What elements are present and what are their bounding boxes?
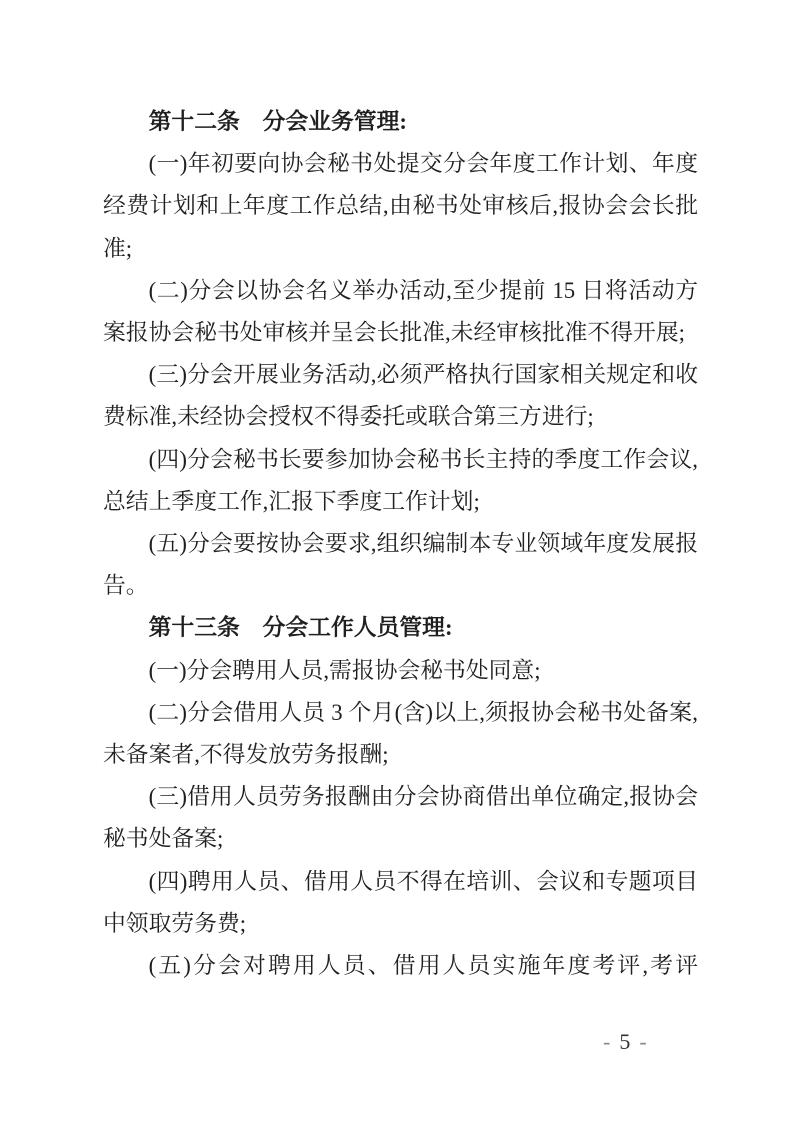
article-12-clause-3: (三)分会开展业务活动,必须严格执行国家相关规定和收费标准,未经协会授权不得委托或联合第三方进行; — [103, 362, 698, 430]
footer-right-dash: - — [639, 1029, 647, 1054]
article-12-clause-1: (一)年初要向协会秘书处提交分会年度工作计划、年度经费计划和上年度工作总结,由秘书处审核后,报协会会长批准; — [103, 151, 698, 261]
article-13-clause-3: (三)借用人员劳务报酬由分会协商借出单位确定,报协会秘书处备案; — [103, 784, 698, 852]
article-13-clause-5: (五)分会对聘用人员、借用人员实施年度考评,考评 — [148, 953, 698, 979]
article-13-clause-1: (一)分会聘用人员,需报协会秘书处同意; — [148, 657, 541, 683]
footer-left-dash: - — [603, 1029, 611, 1054]
article-12-heading: 第十二条 分会业务管理: — [148, 109, 407, 134]
article-12-clause-4: (四)分会秘书长要参加协会秘书长主持的季度工作会议,总结上季度工作,汇报下季度工作计划; — [103, 446, 698, 514]
document-body — [103, 101, 698, 987]
article-12-clause-5: (五)分会要按协会要求,组织编制本专业领域年度发展报告。 — [103, 531, 698, 599]
article-13-clause-4: (四)聘用人员、借用人员不得在培训、会议和专题项目中领取劳务费; — [103, 868, 698, 936]
article-13-clause-2: (二)分会借用人员 3 个月(含)以上,须报协会秘书处备案,未备案者,不得发放劳务报酬; — [103, 699, 698, 768]
page-footer — [603, 1030, 647, 1054]
article-12-clause-2: (二)分会以协会名义举办活动,至少提前 15 日将活动方案报协会秘书处审核并呈会长批准,未经审核批准不得开展; — [103, 277, 698, 346]
page-number: 5 — [619, 1029, 631, 1054]
article-13-heading: 第十三条 分会工作人员管理: — [148, 615, 453, 641]
